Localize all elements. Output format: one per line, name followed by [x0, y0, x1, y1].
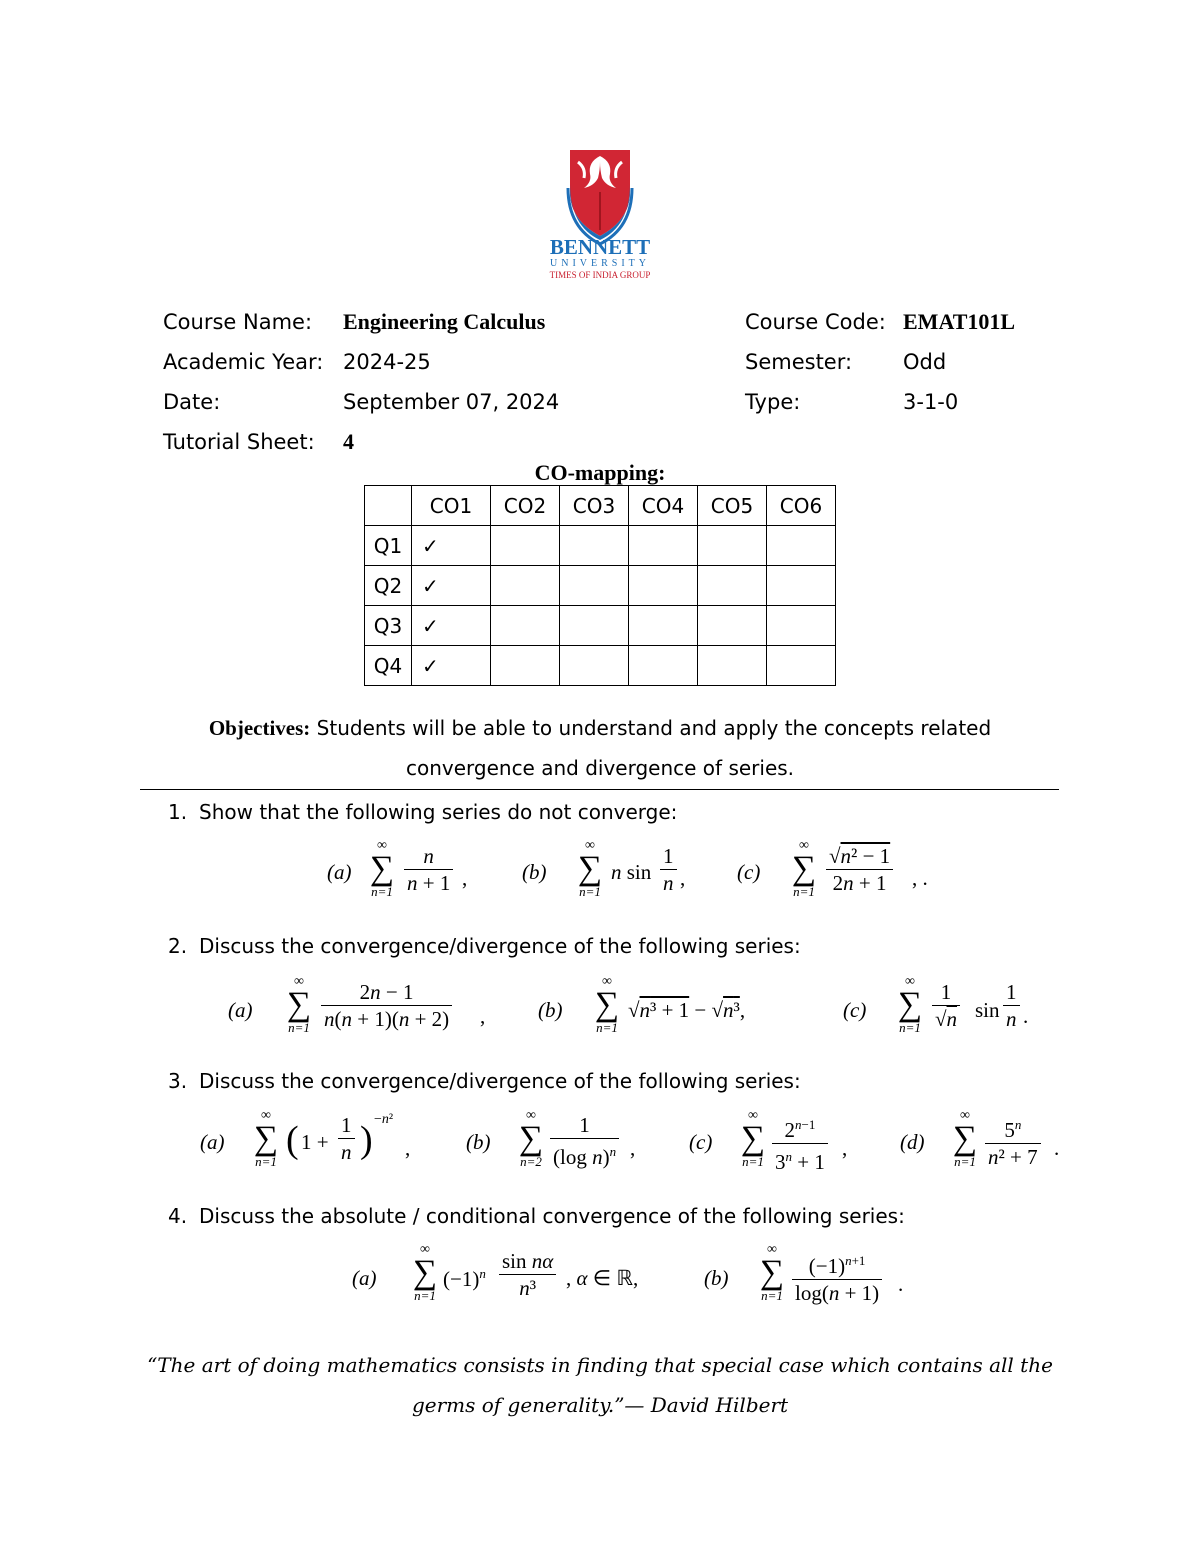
- sum-symbol: ∞ ∑ n=2: [518, 1108, 544, 1169]
- table-cell: [491, 606, 560, 646]
- type-value: 3-1-0: [903, 390, 959, 414]
- fraction: $\frac{2n - 1}{n(n + 1)(n + 2)}$: [321, 981, 452, 1030]
- table-cell: [491, 646, 560, 686]
- column-header: CO2: [491, 486, 560, 526]
- year-label: Academic Year:: [163, 350, 324, 374]
- table-cell: [629, 606, 698, 646]
- sheet-label: Tutorial Sheet:: [163, 430, 315, 454]
- q1-part-b: (b): [522, 860, 547, 884]
- q2-part-c: (c): [843, 998, 867, 1022]
- table-row: [365, 566, 836, 606]
- table-cell: [560, 606, 629, 646]
- fraction: $\frac{1}{n}$: [338, 1114, 355, 1163]
- table-cell: [767, 566, 836, 606]
- question-3-text: Discuss the convergence/divergence of the following series:: [199, 1069, 801, 1093]
- date-value: September 07, 2024: [343, 390, 560, 414]
- table-cell: [560, 646, 629, 686]
- fraction: $\frac{1}{(\log n)^n}$: [550, 1114, 619, 1168]
- objectives-text: Students will be able to understand and apply the concepts related: [316, 716, 992, 740]
- course-code-label: Course Code:: [745, 310, 886, 334]
- sum-symbol: ∞ ∑ n=1: [577, 838, 603, 899]
- fraction: $\frac{1}{n}$: [660, 845, 677, 894]
- table-cell: [491, 526, 560, 566]
- fraction: $\frac{2^{n-1}}{3^n + 1}$: [772, 1114, 828, 1173]
- table-cell: [698, 606, 767, 646]
- co-mapping-title: CO-mapping:: [534, 460, 666, 485]
- table-cell: ✓: [412, 606, 491, 646]
- sum-symbol: ∞ ∑ n=1: [897, 974, 923, 1035]
- quote-line-2: germs of generality.”— David Hilbert: [411, 1393, 789, 1417]
- sum-symbol: ∞ ∑ n=1: [594, 974, 620, 1035]
- date-label: Date:: [163, 390, 221, 414]
- question-4-text: Discuss the absolute / conditional convergence of the following series:: [199, 1204, 905, 1228]
- co-mapping-table: [364, 485, 836, 686]
- crest-icon: [528, 148, 672, 284]
- question-2-text: Discuss the convergence/divergence of the following series:: [199, 934, 801, 958]
- question-1-text: Show that the following series do not converge:: [199, 800, 678, 824]
- table-cell: [767, 526, 836, 566]
- table-cell: [560, 566, 629, 606]
- table-cell: [560, 526, 629, 566]
- q4-part-b: (b): [704, 1266, 729, 1290]
- q3-part-c: (c): [689, 1130, 713, 1154]
- column-header: CO4: [629, 486, 698, 526]
- table-cell: [767, 646, 836, 686]
- table-cell: ✓: [412, 526, 491, 566]
- semester-label: Semester:: [745, 350, 853, 374]
- table-cell: ✓: [412, 566, 491, 606]
- sum-symbol: ∞ ∑ n=1: [759, 1242, 785, 1303]
- row-header: Q2: [365, 566, 412, 606]
- objectives-line-2: convergence and divergence of series.: [405, 756, 795, 780]
- table-cell: ✓: [412, 646, 491, 686]
- column-header: CO1: [412, 486, 491, 526]
- fraction: $\frac{5^n}{\text{n² + 7}}$: [985, 1114, 1041, 1168]
- objectives-label: Objectives:: [208, 716, 311, 740]
- table-row: [365, 606, 836, 646]
- table-cell: [491, 566, 560, 606]
- table-cell: [698, 566, 767, 606]
- course-name-label: Course Name:: [163, 310, 313, 334]
- logo-sub: UNIVERSITY: [550, 258, 650, 269]
- fraction: $\frac{n}{n + 1}$: [404, 845, 453, 894]
- table-cell: [698, 646, 767, 686]
- column-header: CO5: [698, 486, 767, 526]
- sum-symbol: ∞ ∑ n=1: [253, 1108, 279, 1169]
- university-logo: [528, 148, 672, 284]
- sum-symbol: ∞ ∑ n=1: [740, 1108, 766, 1169]
- row-header: Q1: [365, 526, 412, 566]
- course-code: EMAT101L: [903, 309, 1016, 334]
- q2-part-a: (a): [228, 998, 253, 1022]
- sheet-value: 4: [343, 429, 354, 454]
- question-3-number: 3.: [168, 1069, 188, 1093]
- type-label: Type:: [745, 390, 801, 414]
- question-4-number: 4.: [168, 1204, 188, 1228]
- fraction: $\frac{\text{sin nα}}{\text{n³}}$: [499, 1250, 556, 1299]
- column-header: CO6: [767, 486, 836, 526]
- row-header: Q4: [365, 646, 412, 686]
- divider: [140, 789, 1059, 790]
- q3-part-d: (d): [900, 1130, 925, 1154]
- fraction: $\frac{1}{√n}$: [932, 981, 960, 1030]
- logo-name: BENNETT: [549, 235, 651, 259]
- sum-symbol: ∞ ∑ n=1: [286, 974, 312, 1035]
- semester-value: Odd: [903, 350, 947, 374]
- quote-line-1: “The art of doing mathematics consists in finding that special case which contains all the: [147, 1353, 1053, 1377]
- q1-part-a: (a): [327, 860, 352, 884]
- column-header: CO3: [560, 486, 629, 526]
- table-cell: [629, 646, 698, 686]
- table-row: [365, 526, 836, 566]
- q1-part-c: (c): [737, 860, 761, 884]
- table-cell: [629, 566, 698, 606]
- q4-part-a: (a): [352, 1266, 377, 1290]
- row-header: Q3: [365, 606, 412, 646]
- logo-tag: TIMES OF INDIA GROUP: [549, 270, 651, 280]
- sum-symbol: ∞ ∑ n=1: [412, 1242, 438, 1303]
- q3-part-b: (b): [466, 1130, 491, 1154]
- fraction: $\frac{\text{√n² − 1}}{2n + 1}$: [826, 845, 893, 894]
- table-cell: [698, 526, 767, 566]
- table-header-row: [365, 486, 836, 526]
- year-value: 2024-25: [343, 350, 431, 374]
- fraction: $\frac{1}{n}$: [1003, 981, 1020, 1030]
- q3-part-a: (a): [200, 1130, 225, 1154]
- fraction: $\frac{(-1)^{n+1}}{\log(n + 1)}$: [792, 1250, 882, 1304]
- question-1-number: 1.: [168, 800, 188, 824]
- sum-symbol: ∞ ∑ n=1: [369, 838, 395, 899]
- table-row: [365, 646, 836, 686]
- sum-symbol: ∞ ∑ n=1: [952, 1108, 978, 1169]
- table-cell: [629, 526, 698, 566]
- table-cell: [767, 606, 836, 646]
- course-name: Engineering Calculus: [343, 309, 546, 334]
- objectives-line-1: [0, 716, 1200, 741]
- q2-part-b: (b): [538, 998, 563, 1022]
- question-2-number: 2.: [168, 934, 188, 958]
- sum-symbol: ∞ ∑ n=1: [791, 838, 817, 899]
- table-corner: [365, 486, 412, 526]
